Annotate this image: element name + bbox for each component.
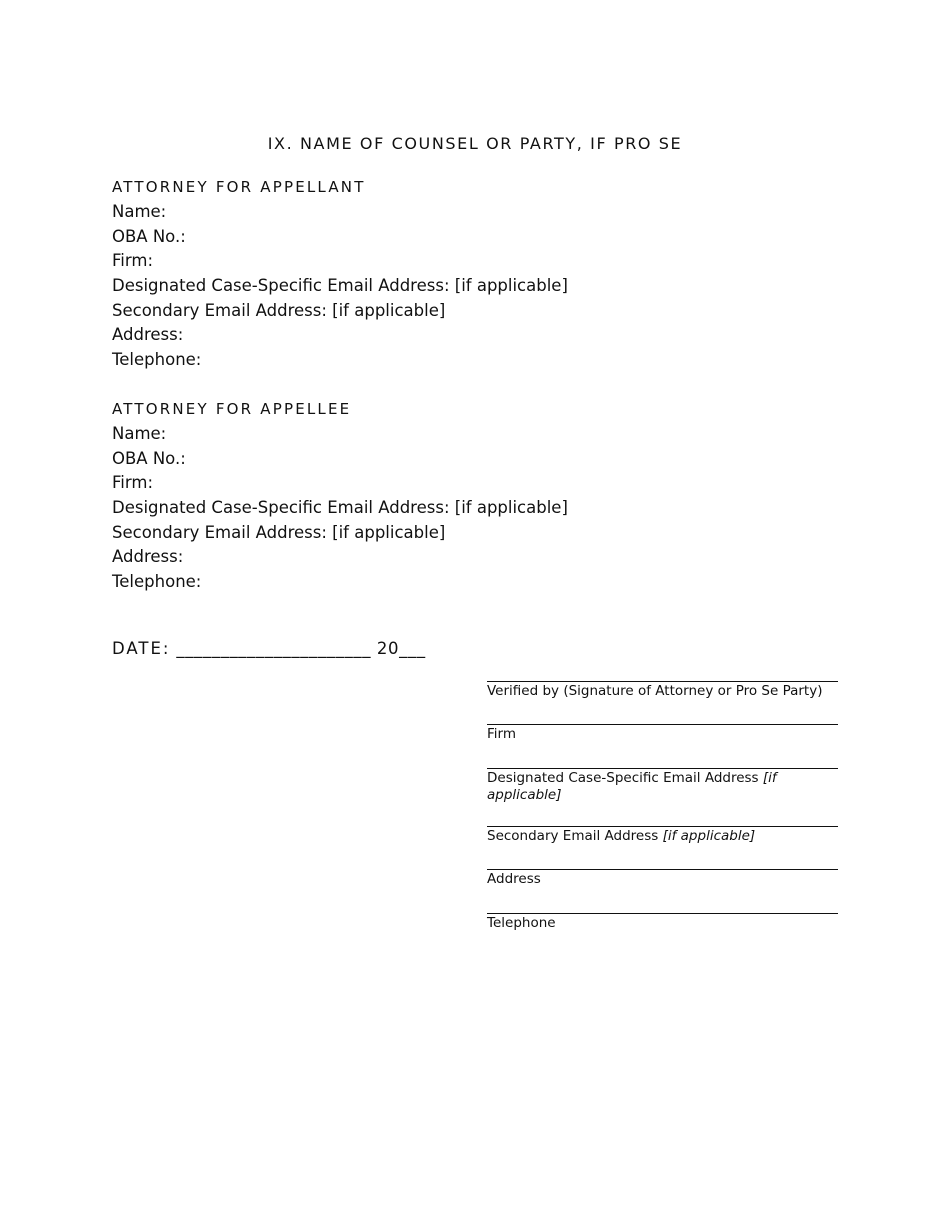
appellant-heading: ATTORNEY FOR APPELLANT [112,178,366,196]
date-year: 20___ [376,639,426,658]
signature-field-firm [487,724,838,743]
secondary-email-caption-note: [if applicable] [662,828,756,844]
appellee-telephone-label: Telephone: [112,572,202,592]
secondary-email-line [487,826,838,827]
appellee-oba-label: OBA No.: [112,448,186,468]
appellant-telephone-label: Telephone: [112,350,202,370]
signature-line [487,681,838,682]
firm-line [487,724,838,725]
appellant-section [112,176,672,373]
designated-email-caption [487,770,838,804]
appellant-name-label: Name: [112,202,167,221]
signature-field-verified [487,681,838,700]
designated-email-line [487,768,838,769]
appellee-section [112,398,672,595]
appellee-address-label: Address: [112,547,184,567]
telephone-line [487,913,838,914]
date-label: DATE: [112,639,171,658]
appellant-secondary-email-label: Secondary Email Address: [if applicable] [112,300,446,320]
date-line [112,638,426,660]
secondary-email-caption [487,828,838,845]
appellee-name-label: Name: [112,424,167,443]
page-title: IX. NAME OF COUNSEL OR PARTY, IF PRO SE [267,134,683,153]
signature-field-designated-email [487,768,838,804]
signature-field-secondary-email [487,826,838,845]
appellant-address-label: Address: [112,325,184,345]
appellee-designated-email-label: Designated Case-Specific Email Address: [if applicable] [112,498,568,518]
appellant-firm-label: Firm: [112,251,154,271]
telephone-caption: Telephone [487,915,556,931]
secondary-email-caption-text: Secondary Email Address [487,828,659,844]
appellee-firm-label: Firm: [112,473,154,493]
firm-caption: Firm [487,726,516,742]
appellant-designated-email-label: Designated Case-Specific Email Address: [if applicable] [112,276,568,296]
appellee-heading: ATTORNEY FOR APPELLEE [112,400,352,418]
appellant-oba-label: OBA No.: [112,226,186,246]
signature-caption: Verified by (Signature of Attorney or Pro Se Party) [487,683,823,699]
date-blank: ______________________ [176,639,372,658]
appellee-secondary-email-label: Secondary Email Address: [if applicable] [112,522,446,542]
signature-field-telephone [487,913,838,932]
signature-field-address [487,869,838,888]
designated-email-caption-text: Designated Case-Specific Email Address [487,770,759,786]
address-caption: Address [487,871,541,887]
designated-email-caption-note: [if applicable] [487,770,777,803]
address-line [487,869,838,870]
